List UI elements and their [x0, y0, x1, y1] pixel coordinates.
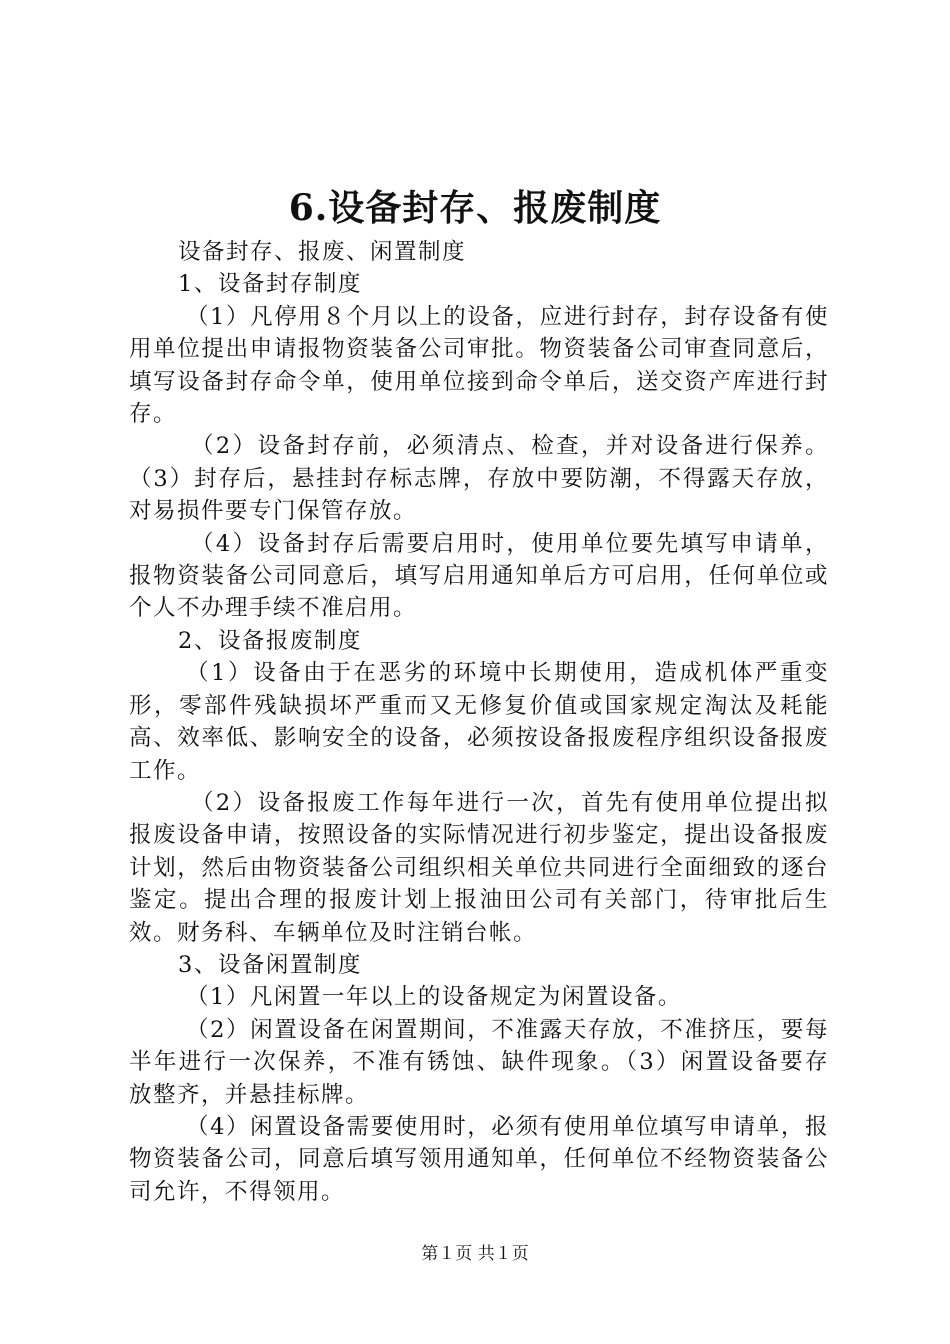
- paragraph-sealing-1: （1）凡停用８个月以上的设备，应进行封存，封存设备有使用单位提出申请报物资装备公司审批。物资装备公司审查同意后，填写设备封存命令单，使用单位接到命令单后，送交资产库进行封存。: [129, 303, 829, 428]
- paragraph-idle-1: （1）凡闲置一年以上的设备规定为闲置设备。: [186, 984, 682, 1011]
- paragraph-subtitle: 设备封存、报废、闲置制度: [178, 239, 467, 265]
- section-heading-idle: 3、设备闲置制度: [178, 951, 362, 978]
- section-heading-scrapping: 2、设备报废制度: [178, 627, 362, 654]
- section-heading-sealing: 1、设备封存制度: [178, 271, 362, 298]
- paragraph-sealing-2-3: （2）设备封存前，必须清点、检查，并对设备进行保养。（3）封存后，悬挂封存标志牌，存放中要防潮，不得露天存放，对易损件要专门保管存放。: [129, 433, 829, 525]
- paragraph-idle-2-3: （2）闲置设备在闲置期间，不准露天存放，不准挤压，要每半年进行一次保养，不准有锈蚀、缺件现象。（3）闲置设备要存放整齐，并悬挂标牌。: [129, 1016, 829, 1108]
- page-footer: 第１页 共１页: [421, 1244, 529, 1264]
- document-body: [129, 236, 829, 1208]
- paragraph-sealing-4: （4）设备封存后需要启用时，使用单位要先填写申请单，报物资装备公司同意后，填写启用通知单后方可启用，任何单位或个人不办理手续不准启用。: [129, 530, 829, 622]
- document-title: 6.设备封存、报废制度: [288, 187, 662, 229]
- paragraph-idle-4: （4）闲置设备需要使用时，必须有使用单位填写申请单，报物资装备公司，同意后填写领用通知单，任何单位不经物资装备公司允许，不得领用。: [129, 1113, 829, 1205]
- paragraph-scrapping-1: （1）设备由于在恶劣的环境中长期使用，造成机体严重变形，零部件残缺损坏严重而又无修复价值或国家规定淘汰及耗能高、效率低、影响安全的设备，必须按设备报废程序组织设备报废工作。: [129, 660, 829, 784]
- paragraph-scrapping-2: （2）设备报废工作每年进行一次，首先有使用单位提出拟报废设备申请，按照设备的实际情况进行初步鉴定，提出设备报废计划，然后由物资装备公司组织相关单位共同进行全面细致的逐台鉴定。提出合理的报废计划上报油田公司有关部门，待审批后生效。财务科、车辆单位及时注销台帐。: [129, 789, 829, 946]
